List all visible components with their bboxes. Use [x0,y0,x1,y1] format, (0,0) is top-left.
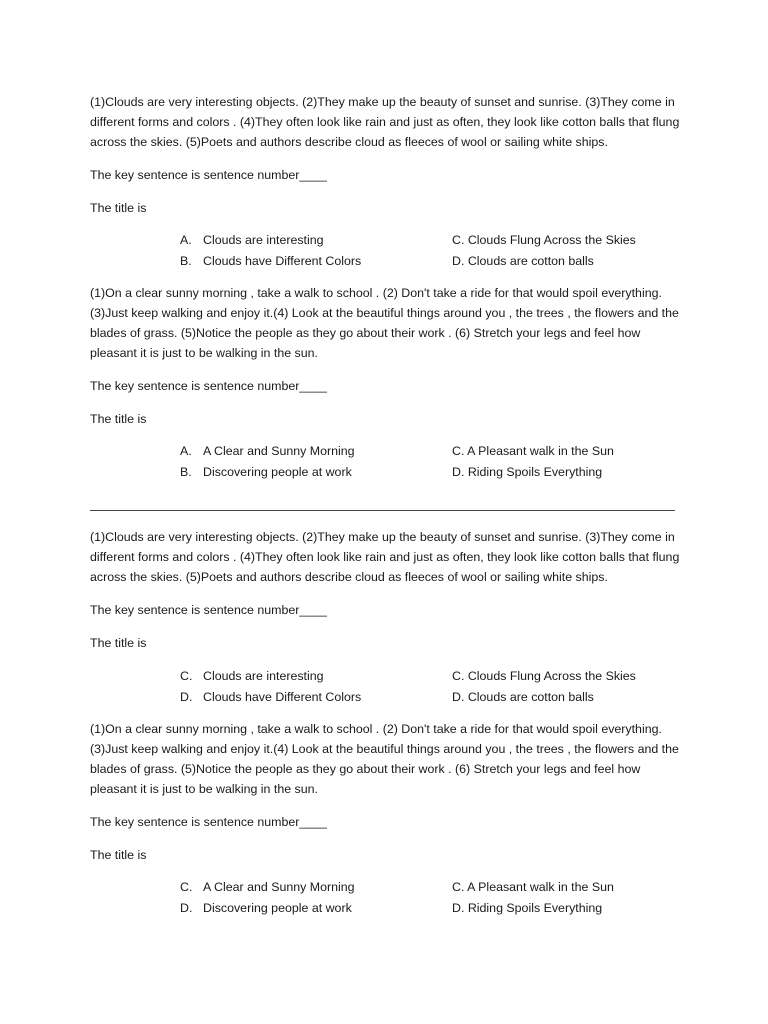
key-sentence-prompt: The key sentence is sentence number____ [90,815,327,829]
key-sentence-prompt: The key sentence is sentence number____ [90,168,327,182]
option-text: Discovering people at work [203,464,352,479]
title-prompt: The title is [90,848,147,862]
option-row [180,898,700,919]
option-right: C. A Pleasant walk in the Sun [452,880,614,894]
option-letter: C. [180,669,193,683]
option-letter: D. [180,900,193,915]
option-left [180,898,352,918]
option-row [180,230,700,251]
title-prompt: The title is [90,412,147,426]
passage-text: (1)On a clear sunny morning , take a walk to school . (2) Don't take a ride for that would spoil everything. (3)Just keep walking and enjoy it.(4) Look at the beautiful things around you , the trees , the flowers and the blades of grass. (5)Notice the people as they go about their work . (6) Stretch your legs and feel how pleasant it is just to be walking in the sun. [90,722,679,796]
section-4-title-prompt [90,845,686,865]
option-right: C. Clouds Flung Across the Skies [452,233,636,247]
section-3-key-sentence [90,600,686,620]
option-letter: C. [180,880,193,894]
option-right: D. Riding Spoils Everything [452,464,603,479]
section-3-options [180,666,700,707]
option-left [180,462,352,482]
section-1-key-sentence [90,165,686,185]
section-3-paragraph [90,527,686,587]
option-text: Clouds have Different Colors [203,253,362,268]
divider-line [90,510,675,511]
key-sentence-prompt: The key sentence is sentence number____ [90,603,327,617]
option-left [180,441,355,461]
option-text: A Clear and Sunny Morning [203,444,355,458]
option-right: D. Clouds are cotton balls [452,253,594,268]
option-letter: D. [180,689,193,704]
passage-text: (1)Clouds are very interesting objects. (2)They make up the beauty of sunset and sunrise. (3)They come in different forms and colors . (4)They often look like rain and just as often, they look like cotton balls that flung across the skies. (5)Poets and authors describe cloud as fleeces of wool or sailing white ships. [90,95,680,149]
option-letter: A. [180,444,192,458]
option-left [180,687,361,707]
option-text: Clouds are interesting [203,669,324,683]
section-4-paragraph [90,719,686,799]
section-4-key-sentence [90,812,686,832]
section-2-key-sentence [90,376,686,396]
option-left [180,666,324,686]
key-sentence-prompt: The key sentence is sentence number____ [90,379,327,393]
option-right: D. Riding Spoils Everything [452,900,603,915]
option-right: D. Clouds are cotton balls [452,689,594,704]
option-letter: A. [180,233,192,247]
option-text: Discovering people at work [203,900,352,915]
option-text: A Clear and Sunny Morning [203,880,355,894]
passage-text: (1)On a clear sunny morning , take a walk to school . (2) Don't take a ride for that would spoil everything. (3)Just keep walking and enjoy it.(4) Look at the beautiful things around you , the trees , the flowers and the blades of grass. (5)Notice the people as they go about their work . (6) Stretch your legs and feel how pleasant it is just to be walking in the sun. [90,286,679,360]
section-2-options [180,441,700,482]
option-row [180,251,700,272]
option-row [180,441,700,462]
option-text: Clouds have Different Colors [203,689,362,704]
section-2-paragraph [90,283,686,363]
option-row [180,666,700,687]
option-row [180,687,700,708]
option-left [180,251,361,271]
section-1-options [180,230,700,271]
option-right: C. A Pleasant walk in the Sun [452,444,614,458]
section-1-title-prompt [90,198,686,218]
title-prompt: The title is [90,201,147,215]
passage-text: (1)Clouds are very interesting objects. (2)They make up the beauty of sunset and sunrise. (3)They come in different forms and colors . (4)They often look like rain and just as often, they look like cotton balls that flung across the skies. (5)Poets and authors describe cloud as fleeces of wool or sailing white ships. [90,530,680,584]
option-text: Clouds are interesting [203,233,324,247]
title-prompt: The title is [90,636,147,650]
option-left [180,877,355,897]
option-letter: B. [180,253,192,268]
option-left [180,230,324,250]
section-2-title-prompt [90,409,686,429]
option-row [180,462,700,483]
option-right: C. Clouds Flung Across the Skies [452,669,636,683]
section-1-paragraph [90,92,686,152]
section-3-title-prompt [90,633,686,653]
option-letter: B. [180,464,192,479]
section-4-options [180,877,700,918]
option-row [180,877,700,898]
